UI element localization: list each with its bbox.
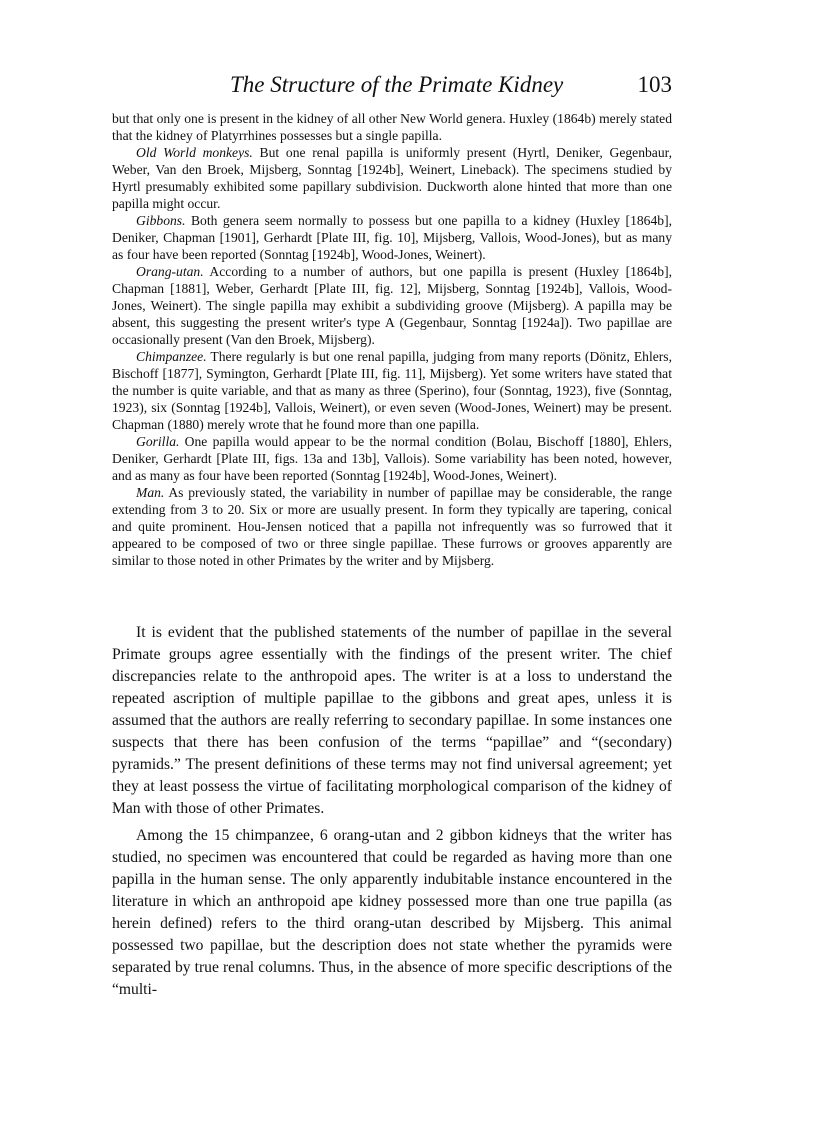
- page-number: 103: [637, 72, 672, 97]
- body-paragraph: It is evident that the published statements of the number of papillae in the several Primate groups agree essentially with the findings of the present writer. The chief discrepancies relate to the anthropoid apes. The writer is at a loss to understand the repeated ascription of multiple papillae to the gibbons and great apes, unless it is assumed that the authors are really referring to secondary papillae. In some instances one suspects that there has been confusion of the terms “papillae” and “(secondary) pyramids.” The present definitions of these terms may not find universal agreement; yet they at least possess the virtue of facilitating morphological comparison of the kidney of Man with those of other Primates.: [112, 624, 672, 817]
- paragraph-lead: Gibbons.: [136, 213, 186, 228]
- paragraph-lead: Old World monkeys.: [136, 145, 253, 160]
- gorilla-paragraph: [112, 433, 672, 484]
- paragraph-lead: Orang-utan.: [136, 264, 204, 279]
- paragraph-lead: Gorilla.: [136, 434, 180, 449]
- paragraph-text: According to a number of authors, but one papilla is present (Huxley [1864b], Chapman [1881], Weber, Gerhardt [Plate III, fig. 12], Mijsberg, Sonntag [1924b], Vallois, Wood-Jones, Weinert). The single papilla may exhibit a subdividing groove (Mijsberg). A papilla may be absent, this suggesting the present writer's type A (Gegenbaur, Sonntag [1924a]). Two papillae are occasionally present (Van den Broek, Mijsberg).: [112, 264, 672, 347]
- page-header: [112, 70, 672, 104]
- running-title: The Structure of the Primate Kidney: [230, 72, 564, 97]
- literature-review-block: [112, 110, 672, 569]
- gibbons-paragraph: [112, 212, 672, 263]
- body-paragraph: Among the 15 chimpanzee, 6 orang-utan and 2 gibbon kidneys that the writer has studied, no specimen was encountered that could be regarded as having more than one papilla in the human sense. The only apparently indubitable instance encountered in the literature in which an anthropoid ape kidney possessed more than one true papilla (as herein defined) refers to the third orang-utan described by Mijsberg. This animal possessed two papillae, but the description does not state whether the pyramids were separated by true renal columns. Thus, in the absence of more specific descriptions of the “multi-: [112, 827, 672, 998]
- orang-utan-paragraph: [112, 263, 672, 348]
- old-world-monkeys-paragraph: [112, 144, 672, 212]
- man-paragraph: [112, 484, 672, 569]
- paragraph-text: One papilla would appear to be the normal condition (Bolau, Bischoff [1880], Ehlers, Deniker, Gerhardt [Plate III, figs. 13a and 13b], Vallois). Some variability has been noted, however, and as many as four have been reported (Sonntag [1924b], Wood-Jones, Weinert).: [112, 434, 672, 483]
- paragraph-text: As previously stated, the variability in number of papillae may be considerable, the range extending from 3 to 20. Six or more are usually present. In form they typically are tapering, conical and quite prominent. Hou-Jensen noticed that a papilla not infrequently was so furrowed that it appeared to be composed of two or three single papillae. These furrows or grooves apparently are similar to those noted in other Primates by the writer and by Mijsberg.: [112, 485, 672, 568]
- paragraph-text: Both genera seem normally to possess but one papilla to a kidney (Huxley [1864b], Deniker, Chapman [1901], Gerhardt [Plate III, fig. 10], Mijsberg, Vallois, Wood-Jones), but as many as four have been reported (Sonntag [1924b], Wood-Jones, Weinert).: [112, 213, 672, 262]
- paragraph-text: There regularly is but one renal papilla, judging from many reports (Dönitz, Ehlers, Bischoff [1877], Symington, Gerhardt [Plate III, fig. 11], Mijsberg). Yet some writers have stated that the number is quite variable, and that as many as three (Sperino), four (Sonntag, 1923), five (Sonntag, 1923), six (Sonntag [1924b], Vallois, Weinert), or even seven (Wood-Jones, Weinert) may be present. Chapman (1880) merely wrote that he found more than one papilla.: [112, 349, 672, 432]
- paragraph-lead: Chimpanzee.: [136, 349, 207, 364]
- chimpanzee-paragraph: [112, 348, 672, 433]
- main-text-block: [112, 622, 672, 1006]
- paragraph-lead: Man.: [136, 485, 165, 500]
- paragraph-text: But one renal papilla is uniformly present (Hyrtl, Deniker, Gegenbaur, Weber, Van den Broek, Mijsberg, Sonntag [1924b], Weinert, Lineback). The specimens studied by Hyrtl presumably exhibited some papillary subdivision. Duckworth alone hinted that more than one papilla might occur.: [112, 145, 672, 211]
- intro-paragraph: but that only one is present in the kidney of all other New World genera. Huxley (1864b) merely stated that the kidney of Platyrrhines possesses but a single papilla.: [112, 111, 672, 143]
